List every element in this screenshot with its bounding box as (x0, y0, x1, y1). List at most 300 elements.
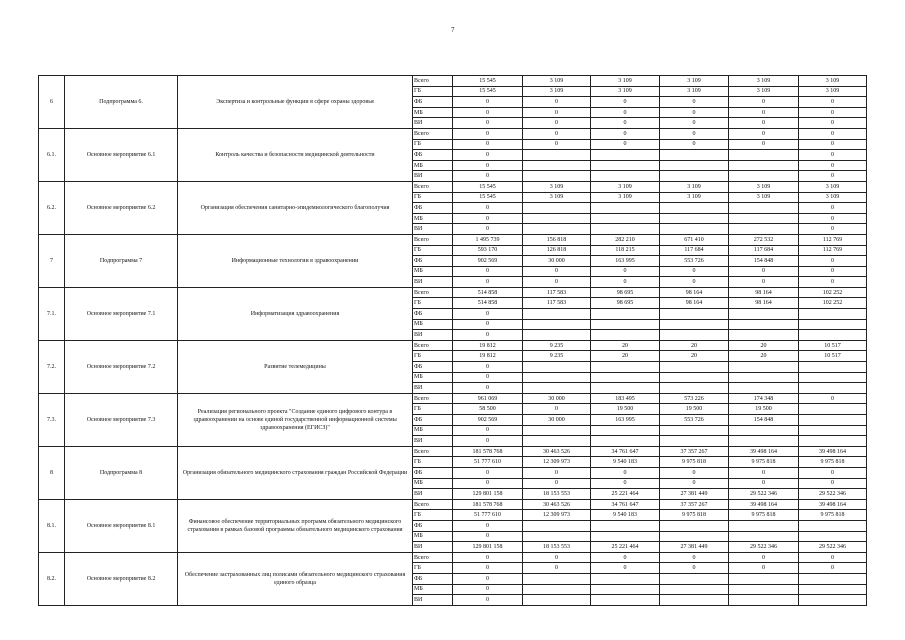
value-cell (729, 224, 799, 235)
value-cell (660, 224, 729, 235)
value-cell: 0 (799, 107, 867, 118)
value-cell (523, 531, 591, 542)
value-cell: 0 (453, 584, 523, 595)
value-cell (660, 436, 729, 447)
value-cell: 0 (591, 478, 660, 489)
value-cell: 0 (453, 573, 523, 584)
value-cell: 0 (453, 595, 523, 606)
value-cell: 0 (799, 160, 867, 171)
value-cell (591, 520, 660, 531)
value-cell: 0 (591, 128, 660, 139)
value-cell: 9 975 818 (660, 457, 729, 468)
value-cell: 98 164 (660, 287, 729, 298)
value-cell (729, 160, 799, 171)
value-cell (660, 595, 729, 606)
funding-source: Всего (413, 287, 453, 298)
value-cell: 0 (453, 266, 523, 277)
row-number: 6 (39, 76, 65, 129)
table-row (39, 499, 867, 510)
row-number: 7.2. (39, 340, 65, 393)
value-cell (729, 362, 799, 373)
value-cell (591, 203, 660, 214)
row-number: 8.2. (39, 552, 65, 605)
value-cell: 30 463 526 (523, 499, 591, 510)
value-cell: 0 (729, 128, 799, 139)
value-cell (591, 150, 660, 161)
value-cell (729, 520, 799, 531)
value-cell: 0 (729, 467, 799, 478)
row-type: Основное мероприятие 6.1 (65, 128, 178, 181)
budget-table (38, 75, 867, 606)
value-cell: 0 (453, 107, 523, 118)
value-cell (591, 330, 660, 341)
funding-source: ГБ (413, 298, 453, 309)
value-cell (591, 171, 660, 182)
value-cell: 0 (799, 224, 867, 235)
value-cell: 15 545 (453, 192, 523, 203)
value-cell: 3 109 (591, 192, 660, 203)
funding-source: ГБ (413, 351, 453, 362)
value-cell: 20 (591, 340, 660, 351)
value-cell: 102 252 (799, 298, 867, 309)
value-cell: 25 221 464 (591, 542, 660, 553)
value-cell: 0 (523, 552, 591, 563)
funding-source: ВИ (413, 542, 453, 553)
value-cell (591, 213, 660, 224)
value-cell (799, 531, 867, 542)
row-type: Основное мероприятие 7.2 (65, 340, 178, 393)
value-cell: 0 (591, 467, 660, 478)
funding-source: МБ (413, 160, 453, 171)
value-cell: 20 (729, 351, 799, 362)
value-cell: 34 761 647 (591, 446, 660, 457)
funding-source: ГБ (413, 139, 453, 150)
value-cell: 20 (660, 351, 729, 362)
value-cell (660, 171, 729, 182)
funding-source: ФБ (413, 309, 453, 320)
table-row (39, 287, 867, 298)
value-cell (660, 362, 729, 373)
value-cell (660, 520, 729, 531)
value-cell: 0 (453, 277, 523, 288)
value-cell (591, 160, 660, 171)
value-cell: 117 583 (523, 287, 591, 298)
value-cell (523, 425, 591, 436)
value-cell: 0 (729, 277, 799, 288)
value-cell (799, 319, 867, 330)
value-cell: 0 (453, 520, 523, 531)
value-cell: 0 (523, 97, 591, 108)
value-cell: 9 235 (523, 340, 591, 351)
value-cell: 27 381 449 (660, 489, 729, 500)
value-cell: 0 (523, 563, 591, 574)
value-cell (799, 309, 867, 320)
value-cell: 29 522 346 (799, 542, 867, 553)
row-type: Основное мероприятие 8.2 (65, 552, 178, 605)
value-cell (523, 224, 591, 235)
funding-source: ФБ (413, 97, 453, 108)
value-cell: 0 (453, 97, 523, 108)
value-cell: 0 (729, 563, 799, 574)
value-cell (729, 213, 799, 224)
table-row (39, 340, 867, 351)
value-cell: 0 (660, 139, 729, 150)
value-cell: 3 109 (523, 181, 591, 192)
value-cell: 39 498 164 (729, 446, 799, 457)
value-cell: 0 (453, 213, 523, 224)
row-name: Информатизация здравоохранения (178, 287, 413, 340)
row-type: Основное мероприятие 7.3 (65, 393, 178, 446)
value-cell: 0 (453, 160, 523, 171)
row-number: 7 (39, 234, 65, 287)
value-cell: 0 (799, 213, 867, 224)
value-cell: 0 (660, 128, 729, 139)
value-cell: 0 (453, 425, 523, 436)
funding-source: ФБ (413, 573, 453, 584)
table-row (39, 181, 867, 192)
value-cell (523, 171, 591, 182)
table-row (39, 128, 867, 139)
value-cell (729, 383, 799, 394)
row-name: Контроль качества и безопасности медицинской деятельности (178, 128, 413, 181)
value-cell: 902 569 (453, 256, 523, 267)
value-cell: 19 500 (729, 404, 799, 415)
value-cell: 553 726 (660, 415, 729, 426)
value-cell: 117 684 (660, 245, 729, 256)
value-cell (799, 595, 867, 606)
value-cell: 3 109 (729, 86, 799, 97)
value-cell: 0 (591, 266, 660, 277)
value-cell: 0 (591, 277, 660, 288)
value-cell: 671 410 (660, 234, 729, 245)
value-cell: 29 522 346 (729, 542, 799, 553)
funding-source: ВИ (413, 489, 453, 500)
value-cell: 0 (660, 277, 729, 288)
value-cell: 0 (660, 563, 729, 574)
value-cell: 0 (453, 224, 523, 235)
value-cell: 0 (591, 563, 660, 574)
value-cell: 0 (453, 118, 523, 129)
funding-source: ФБ (413, 415, 453, 426)
value-cell: 0 (453, 563, 523, 574)
value-cell: 0 (453, 383, 523, 394)
row-name: Обеспечение застрахованных лиц полисами обязательного медицинского страхования единого образца (178, 552, 413, 605)
value-cell (591, 383, 660, 394)
value-cell: 3 109 (523, 86, 591, 97)
value-cell: 3 109 (523, 192, 591, 203)
value-cell: 0 (660, 467, 729, 478)
funding-source: ГБ (413, 192, 453, 203)
value-cell: 3 109 (591, 76, 660, 87)
value-cell: 29 522 346 (729, 489, 799, 500)
funding-source: ГБ (413, 245, 453, 256)
value-cell (591, 372, 660, 383)
row-name: Финансовое обеспечение территориальных программ обязательного медицинского страхования в рамках базовой программы обязательного медицинского страхования (178, 499, 413, 552)
value-cell: 0 (453, 150, 523, 161)
value-cell: 181 578 768 (453, 499, 523, 510)
value-cell: 9 540 183 (591, 510, 660, 521)
funding-source: МБ (413, 425, 453, 436)
row-type: Подпрограмма 7 (65, 234, 178, 287)
value-cell: 0 (523, 139, 591, 150)
value-cell: 18 153 553 (523, 489, 591, 500)
value-cell: 0 (799, 203, 867, 214)
value-cell: 0 (729, 478, 799, 489)
value-cell (729, 309, 799, 320)
value-cell: 37 357 267 (660, 499, 729, 510)
value-cell: 12 309 973 (523, 510, 591, 521)
value-cell: 129 801 158 (453, 489, 523, 500)
value-cell: 3 109 (799, 76, 867, 87)
value-cell: 0 (729, 139, 799, 150)
value-cell: 3 109 (660, 181, 729, 192)
value-cell: 10 517 (799, 351, 867, 362)
value-cell: 9 975 818 (799, 457, 867, 468)
value-cell: 0 (453, 309, 523, 320)
value-cell: 0 (591, 107, 660, 118)
value-cell: 514 858 (453, 298, 523, 309)
value-cell: 3 109 (799, 181, 867, 192)
value-cell (660, 330, 729, 341)
value-cell (799, 404, 867, 415)
value-cell (591, 584, 660, 595)
value-cell: 9 975 818 (729, 457, 799, 468)
value-cell: 0 (523, 118, 591, 129)
value-cell: 39 498 164 (799, 499, 867, 510)
value-cell (729, 584, 799, 595)
table-row (39, 552, 867, 563)
value-cell: 129 801 158 (453, 542, 523, 553)
value-cell: 0 (660, 118, 729, 129)
value-cell (660, 160, 729, 171)
value-cell (799, 520, 867, 531)
value-cell: 0 (799, 393, 867, 404)
value-cell: 3 109 (660, 86, 729, 97)
funding-source: ВИ (413, 224, 453, 235)
value-cell: 98 164 (729, 298, 799, 309)
funding-source: ГБ (413, 510, 453, 521)
value-cell (660, 309, 729, 320)
value-cell: 19 500 (660, 404, 729, 415)
value-cell (729, 425, 799, 436)
funding-source: Всего (413, 76, 453, 87)
value-cell: 0 (799, 277, 867, 288)
value-cell: 0 (453, 362, 523, 373)
funding-source: Всего (413, 393, 453, 404)
value-cell (729, 531, 799, 542)
value-cell: 0 (799, 128, 867, 139)
value-cell: 3 109 (799, 192, 867, 203)
value-cell (660, 531, 729, 542)
value-cell: 0 (453, 203, 523, 214)
value-cell: 117 583 (523, 298, 591, 309)
table-row (39, 446, 867, 457)
funding-source: Всего (413, 499, 453, 510)
value-cell: 3 109 (799, 86, 867, 97)
value-cell: 15 545 (453, 181, 523, 192)
value-cell: 0 (729, 107, 799, 118)
value-cell: 0 (660, 97, 729, 108)
value-cell: 181 578 768 (453, 446, 523, 457)
value-cell: 0 (523, 107, 591, 118)
funding-source: МБ (413, 213, 453, 224)
funding-source: ВИ (413, 436, 453, 447)
value-cell: 3 109 (523, 76, 591, 87)
value-cell: 0 (453, 319, 523, 330)
row-number: 7.3. (39, 393, 65, 446)
value-cell: 163 995 (591, 415, 660, 426)
value-cell: 0 (591, 552, 660, 563)
value-cell: 0 (523, 277, 591, 288)
table-row (39, 76, 867, 87)
value-cell: 163 995 (591, 256, 660, 267)
value-cell: 3 109 (591, 181, 660, 192)
value-cell (523, 150, 591, 161)
value-cell (523, 213, 591, 224)
value-cell: 272 532 (729, 234, 799, 245)
budget-table-body (39, 76, 867, 606)
value-cell (591, 595, 660, 606)
value-cell: 0 (523, 478, 591, 489)
value-cell (591, 531, 660, 542)
value-cell: 0 (799, 171, 867, 182)
value-cell (523, 160, 591, 171)
value-cell (660, 150, 729, 161)
row-type: Основное мероприятие 6.2 (65, 181, 178, 234)
row-type: Основное мероприятие 8.1 (65, 499, 178, 552)
value-cell: 0 (453, 372, 523, 383)
funding-source: ГБ (413, 86, 453, 97)
value-cell (729, 436, 799, 447)
value-cell: 0 (453, 531, 523, 542)
funding-source: ВИ (413, 171, 453, 182)
value-cell: 3 109 (660, 76, 729, 87)
value-cell: 0 (799, 256, 867, 267)
funding-source: Всего (413, 446, 453, 457)
value-cell: 34 761 647 (591, 499, 660, 510)
value-cell: 98 164 (660, 298, 729, 309)
value-cell: 282 210 (591, 234, 660, 245)
value-cell: 0 (523, 266, 591, 277)
value-cell (591, 309, 660, 320)
value-cell: 12 309 973 (523, 457, 591, 468)
funding-source: ФБ (413, 362, 453, 373)
value-cell: 3 109 (660, 192, 729, 203)
value-cell: 9 235 (523, 351, 591, 362)
value-cell: 3 109 (729, 192, 799, 203)
funding-source: МБ (413, 107, 453, 118)
value-cell: 0 (453, 171, 523, 182)
value-cell: 0 (660, 478, 729, 489)
value-cell (660, 203, 729, 214)
funding-source: Всего (413, 181, 453, 192)
value-cell (523, 330, 591, 341)
funding-source: МБ (413, 531, 453, 542)
value-cell: 58 500 (453, 404, 523, 415)
value-cell: 0 (591, 118, 660, 129)
funding-source: МБ (413, 266, 453, 277)
value-cell: 126 818 (523, 245, 591, 256)
value-cell: 30 000 (523, 415, 591, 426)
value-cell: 0 (523, 467, 591, 478)
value-cell (660, 425, 729, 436)
funding-source: Всего (413, 234, 453, 245)
value-cell: 154 848 (729, 415, 799, 426)
value-cell: 118 215 (591, 245, 660, 256)
funding-source: ВИ (413, 330, 453, 341)
value-cell (799, 383, 867, 394)
value-cell: 102 252 (799, 287, 867, 298)
value-cell: 37 357 267 (660, 446, 729, 457)
value-cell (523, 319, 591, 330)
value-cell: 98 164 (729, 287, 799, 298)
value-cell: 1 495 739 (453, 234, 523, 245)
row-number: 8.1. (39, 499, 65, 552)
value-cell: 0 (523, 128, 591, 139)
value-cell: 0 (453, 436, 523, 447)
value-cell (523, 584, 591, 595)
row-type: Основное мероприятие 7.1 (65, 287, 178, 340)
value-cell (660, 573, 729, 584)
value-cell: 0 (453, 139, 523, 150)
funding-source: ГБ (413, 404, 453, 415)
value-cell: 0 (729, 97, 799, 108)
value-cell: 154 848 (729, 256, 799, 267)
value-cell: 0 (453, 552, 523, 563)
value-cell: 0 (799, 563, 867, 574)
row-name: Развитие телемедицины (178, 340, 413, 393)
value-cell: 0 (729, 118, 799, 129)
row-number: 6.2. (39, 181, 65, 234)
value-cell: 117 684 (729, 245, 799, 256)
funding-source: ВИ (413, 383, 453, 394)
value-cell (523, 372, 591, 383)
value-cell (523, 520, 591, 531)
value-cell: 183 495 (591, 393, 660, 404)
table-row (39, 234, 867, 245)
value-cell: 20 (729, 340, 799, 351)
value-cell: 29 522 346 (799, 489, 867, 500)
value-cell: 20 (660, 340, 729, 351)
value-cell (799, 330, 867, 341)
value-cell: 19 500 (591, 404, 660, 415)
value-cell: 0 (799, 97, 867, 108)
value-cell: 0 (523, 404, 591, 415)
row-name: Организация обязательного медицинского страхования граждан Российской Федерации (178, 446, 413, 499)
value-cell: 39 498 164 (799, 446, 867, 457)
value-cell: 19 812 (453, 351, 523, 362)
value-cell (799, 436, 867, 447)
value-cell (660, 372, 729, 383)
value-cell (591, 224, 660, 235)
value-cell (523, 203, 591, 214)
value-cell (729, 150, 799, 161)
value-cell: 30 000 (523, 256, 591, 267)
value-cell: 0 (591, 139, 660, 150)
value-cell: 39 498 164 (729, 499, 799, 510)
value-cell: 112 769 (799, 234, 867, 245)
value-cell: 19 812 (453, 340, 523, 351)
row-name: Организация обеспечения санитарно-эпидемиологического благополучия (178, 181, 413, 234)
value-cell: 51 777 610 (453, 510, 523, 521)
value-cell: 112 769 (799, 245, 867, 256)
row-name: Экспертиза и контрольные функции в сфере охраны здоровья (178, 76, 413, 129)
value-cell: 18 153 553 (523, 542, 591, 553)
value-cell: 20 (591, 351, 660, 362)
value-cell: 156 818 (523, 234, 591, 245)
value-cell: 0 (799, 139, 867, 150)
funding-source: ВИ (413, 595, 453, 606)
